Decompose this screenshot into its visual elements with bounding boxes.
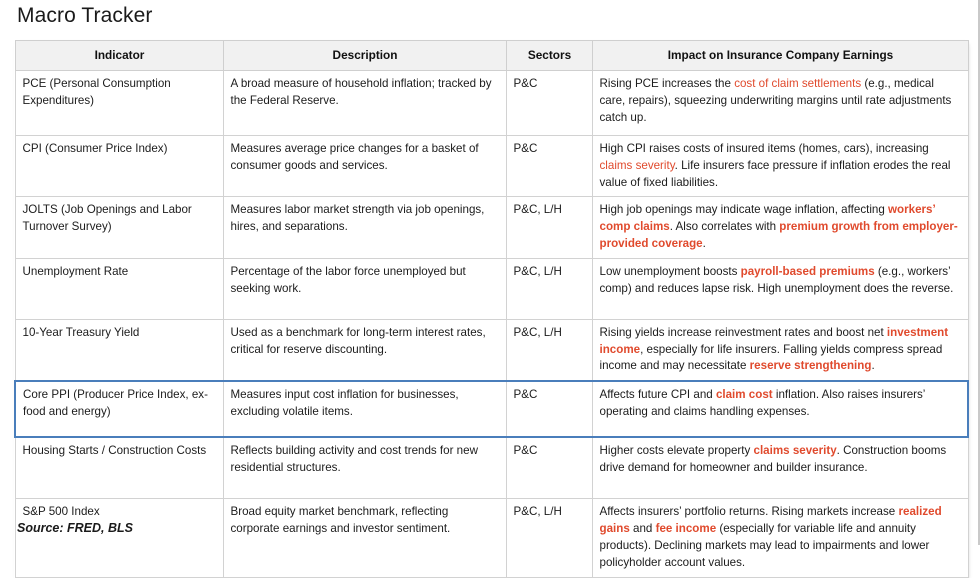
table-header-row — [15, 41, 968, 71]
cell-sectors: P&C, L/H — [506, 499, 592, 578]
cell-indicator: PCE (Personal Consumption Expenditures) — [15, 71, 223, 136]
impact-text: Low unemployment boosts — [599, 264, 741, 278]
table-row[interactable] — [15, 437, 968, 499]
cell-impact — [592, 197, 968, 258]
cell-sectors: P&C — [506, 437, 592, 499]
cell-sectors: P&C, L/H — [506, 319, 592, 381]
cell-impact — [592, 499, 968, 578]
cell-description: Broad equity market benchmark, reflecting corporate earnings and investor sentiment. — [223, 499, 506, 578]
cell-indicator: Core PPI (Producer Price Index, ex-food and energy) — [15, 381, 223, 437]
impact-text: (e.g., workers’ comp) and reduces lapse risk. High unemployment does the reverse. — [599, 264, 954, 295]
cell-sectors: P&C — [506, 71, 592, 136]
cell-indicator: CPI (Consumer Price Index) — [15, 136, 223, 197]
cell-impact — [592, 71, 968, 136]
cell-sectors: P&C — [506, 381, 592, 437]
impact-text: Affects future CPI and — [599, 388, 716, 402]
cell-indicator: JOLTS (Job Openings and Labor Turnover Survey) — [15, 197, 223, 258]
cell-description: Percentage of the labor force unemployed but seeking work. — [223, 258, 506, 319]
impact-text: , especially for life insurers. Falling yields compress spread income and may necessitate — [599, 342, 943, 373]
macro-tracker-table — [14, 40, 969, 578]
cell-description: Reflects building activity and cost trends for new residential structures. — [223, 437, 506, 499]
cell-impact — [592, 258, 968, 319]
impact-text: inflation. Also raises insurers’ operating and claims handling expenses. — [599, 388, 925, 419]
impact-highlight: investment income — [599, 325, 949, 356]
impact-text: . Life insurers face pressure if inflation erodes the real value of fixed liabilities. — [599, 158, 951, 189]
column-header-sectors: Sectors — [506, 41, 592, 71]
impact-text: . Also correlates with — [669, 220, 780, 234]
impact-text: . — [871, 359, 875, 373]
cell-indicator: Unemployment Rate — [15, 258, 223, 319]
impact-highlight: premium growth from employer-provided coverage — [599, 220, 958, 251]
column-header-impact: Impact on Insurance Company Earnings — [592, 41, 968, 71]
macro-tracker-table-container — [14, 40, 967, 578]
impact-highlight: fee income — [655, 522, 717, 536]
cell-description: Measures input cost inflation for businesses, excluding volatile items. — [223, 381, 506, 437]
table-row[interactable] — [15, 258, 968, 319]
source-note: Source: FRED, BLS — [17, 521, 133, 535]
page-title: Macro Tracker — [17, 4, 153, 27]
impact-highlight: claims severity — [753, 444, 837, 458]
cell-indicator: S&P 500 Index — [15, 499, 223, 578]
table-row[interactable] — [15, 136, 968, 197]
table-header — [15, 41, 968, 71]
cell-impact — [592, 136, 968, 197]
cell-sectors: P&C — [506, 136, 592, 197]
impact-highlight: payroll-based premiums — [740, 264, 875, 278]
impact-text: High CPI raises costs of insured items (homes, cars), increasing — [599, 142, 929, 156]
cell-indicator: 10-Year Treasury Yield — [15, 319, 223, 381]
cell-description: Used as a benchmark for long-term interest rates, critical for reserve discounting. — [223, 319, 506, 381]
cell-impact — [592, 381, 968, 437]
impact-highlight: workers’ comp claims — [599, 203, 936, 234]
impact-highlight: reserve strengthening — [749, 359, 872, 373]
cell-description: Measures average price changes for a basket of consumer goods and services. — [223, 136, 506, 197]
table-row[interactable] — [15, 499, 968, 578]
table-row[interactable] — [15, 71, 968, 136]
column-header-indicator: Indicator — [15, 41, 223, 71]
impact-text: High job openings may indicate wage inflation, affecting — [599, 203, 889, 217]
cell-impact — [592, 437, 968, 499]
table-row[interactable] — [15, 197, 968, 258]
impact-highlight: realized gains — [599, 505, 942, 536]
impact-text: Rising PCE increases the — [599, 77, 735, 91]
impact-text: and — [629, 522, 656, 536]
impact-highlight: cost of claim settlements — [734, 77, 862, 91]
table-body — [15, 71, 968, 578]
impact-text: (especially for variable life and annuity products). Declining markets may lead to impairments and lower policyholder account values. — [599, 522, 930, 569]
column-header-description: Description — [223, 41, 506, 71]
impact-highlight: claims severity — [599, 158, 675, 172]
impact-text: Rising yields increase reinvestment rates and boost net — [599, 325, 887, 339]
impact-text: Affects insurers’ portfolio returns. Rising markets increase — [599, 505, 899, 519]
cell-description: Measures labor market strength via job openings, hires, and separations. — [223, 197, 506, 258]
impact-text: Higher costs elevate property — [599, 444, 754, 458]
impact-highlight: claim cost — [715, 388, 773, 402]
impact-text: (e.g., medical care, repairs), squeezing underwriting margins until rate adjustments catch up. — [599, 77, 952, 124]
cell-sectors: P&C, L/H — [506, 258, 592, 319]
table-row[interactable] — [15, 319, 968, 381]
cell-description: A broad measure of household inflation; tracked by the Federal Reserve. — [223, 71, 506, 136]
table-row[interactable] — [15, 381, 968, 437]
cell-impact — [592, 319, 968, 381]
impact-text: . Construction booms drive demand for homeowner and builder insurance. — [599, 444, 947, 475]
cell-indicator: Housing Starts / Construction Costs — [15, 437, 223, 499]
impact-text: . — [702, 237, 706, 251]
cell-sectors: P&C, L/H — [506, 197, 592, 258]
